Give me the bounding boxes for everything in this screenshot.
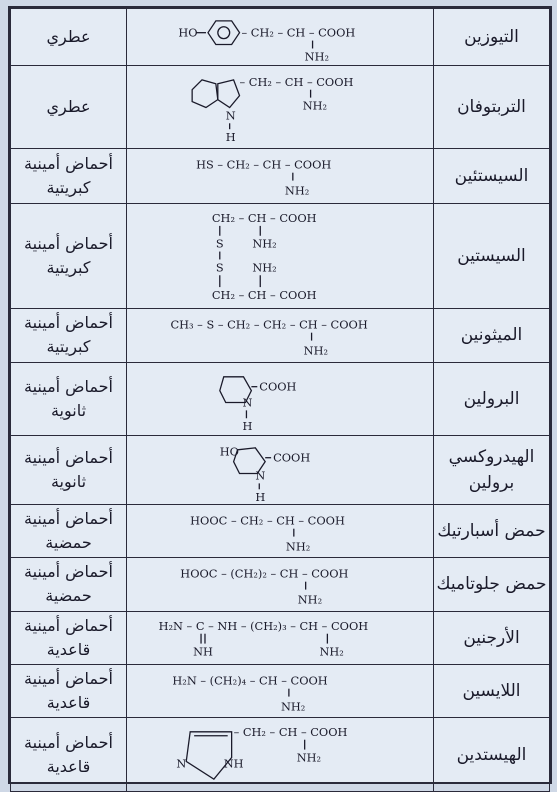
category-cell: أحماض أمينية كبريتية [11,149,127,203]
amino-acid-name: اللايسين [434,664,550,717]
amino-acid-name: الميثونين [434,308,550,362]
glutamic-acid-structure [127,558,433,610]
category-cell: أحماض أمينية حمضية [11,505,127,558]
structure-cell [127,66,434,149]
table-row [11,505,550,558]
amino-acid-table [10,8,550,792]
formula-text: NH₂ [285,539,311,554]
formula-text: HS – CH₂ – CH – COOH [196,157,332,172]
amino-acid-name: السيستين [434,203,550,308]
amino-acid-name: السيستئين [434,149,550,203]
formula-text: NH₂ [252,236,277,251]
formula-text: – CH₂ – CH – COOH [239,75,354,90]
amino-acid-name: التربتوفان [434,66,550,149]
structure-cell [127,558,434,611]
category-cell: عطري [11,66,127,149]
structure-cell [127,149,434,203]
structure-cell [127,308,434,362]
amino-acid-table-sheet [8,6,552,784]
formula-text: HOOC – CH₂ – CH – COOH [190,513,345,528]
structure-cell [127,505,434,558]
benzene-ring [192,80,218,108]
table-row [11,558,550,611]
formula-text: N [255,468,266,483]
amino-acid-name: حمض جلوتاميك [434,558,550,611]
formula-text: HO [219,444,239,459]
benzene-ring [208,21,240,45]
formula-text: – CH₂ – CH – COOH [233,725,348,740]
pyrrole-ring [218,80,240,108]
formula-text: N [225,108,236,123]
structure-cell [127,362,434,435]
table-row [11,308,550,362]
arginine-structure [127,612,433,664]
table-row [11,718,550,792]
formula-text: N [242,395,253,410]
amino-acid-name: حمض أسبارتيك [434,505,550,558]
histidine-structure [127,718,433,791]
formula-text: H [225,130,236,145]
formula-text: NH₂ [319,644,344,659]
formula-text: NH₂ [302,98,328,113]
formula-text: NH₂ [296,750,322,765]
formula-text: – CH₂ – CH – COOH [241,25,356,40]
formula-text: NH₂ [304,49,330,64]
structure-cell [127,664,434,717]
category-cell: أحماض أمينية ثانوية [11,435,127,504]
methionine-structure [127,309,433,362]
table-row [11,66,550,149]
formula-text: NH₂ [297,592,323,607]
proline-structure [127,363,433,435]
table-row [11,149,550,203]
table-row [11,203,550,308]
tryptophan-structure [127,66,433,148]
category-cell: أحماض أمينية حمضية [11,558,127,611]
structure-cell [127,203,434,308]
category-cell: أحماض أمينية قاعدية [11,664,127,717]
table-row [11,362,550,435]
table-row [11,9,550,66]
amino-acid-name: الهيستدين [434,718,550,792]
amino-acid-name: البرولين [434,362,550,435]
structure-cell [127,718,434,792]
hydroxyproline-structure [127,436,433,504]
category-cell: أحماض أمينية قاعدية [11,718,127,792]
structure-cell [127,611,434,664]
formula-text: N [176,756,187,771]
lysine-structure [127,665,433,717]
formula-text: H [255,490,266,504]
formula-text: HOOC – (CH₂)₂ – CH – COOH [180,567,349,582]
formula-text: CH₂ – CH – COOH [211,287,317,302]
formula-text: NH₂ [280,699,306,714]
amino-acid-name: الهيدروكسي برولين [434,435,550,504]
formula-text: NH₂ [252,259,277,274]
category-cell: أحماض أمينية ثانوية [11,362,127,435]
category-cell: أحماض أمينية كبريتية [11,308,127,362]
amino-acid-name: الأرجنين [434,611,550,664]
structure-cell [127,435,434,504]
amino-acid-name: التيوزين [434,9,550,66]
formula-text: COOH [259,379,297,394]
formula-text: NH₂ [284,183,310,198]
aspartic-acid-structure [127,505,433,557]
formula-text: CH₂ – CH – COOH [211,210,317,225]
formula-text: H₂N – (CH₂)₄ – CH – COOH [172,673,328,688]
category-cell: عطري [11,9,127,66]
formula-text: S [215,236,224,251]
formula-text: CH₃ – S – CH₂ – CH₂ – CH – COOH [170,317,368,332]
formula-text: NH [193,644,213,659]
category-cell: أحماض أمينية قاعدية [11,611,127,664]
cystine-structure [127,204,433,308]
table-row [11,435,550,504]
formula-text: NH [223,756,244,771]
formula-text: NH₂ [303,342,329,357]
table-row [11,664,550,717]
structure-cell [127,9,434,66]
formula-text: H [242,418,253,433]
table-row [11,611,550,664]
tyrosine-structure [127,9,433,65]
cysteine-structure [127,149,433,202]
formula-text: H₂N – C – NH – (CH₂)₃ – CH – COOH [158,618,369,633]
formula-text: HO [178,25,198,40]
category-cell: أحماض أمينية كبريتية [11,203,127,308]
formula-text: S [215,259,224,274]
formula-text: COOH [273,450,311,465]
